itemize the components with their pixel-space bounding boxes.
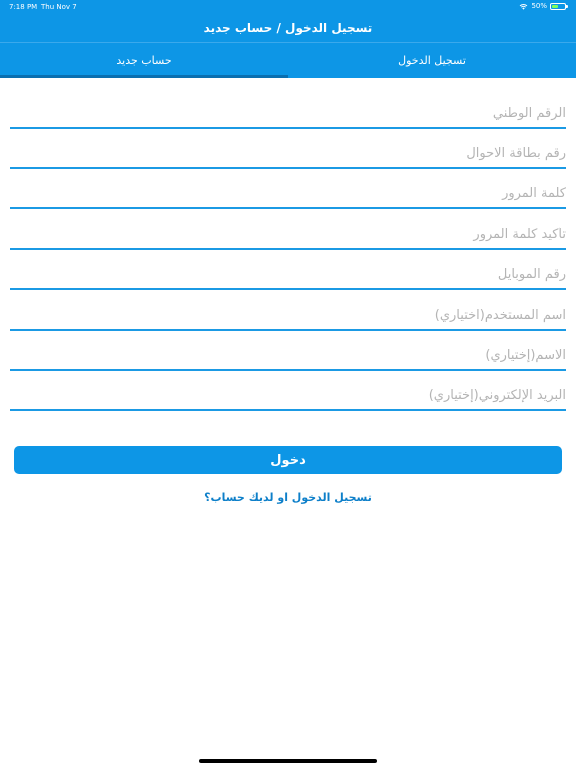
name-field[interactable] bbox=[10, 341, 566, 371]
tab-register[interactable] bbox=[0, 43, 288, 78]
battery-icon bbox=[550, 3, 566, 10]
password-input[interactable] bbox=[10, 179, 566, 207]
status-right bbox=[519, 2, 566, 10]
tab-bar bbox=[0, 42, 576, 78]
wifi-icon bbox=[519, 3, 528, 10]
tab-login[interactable] bbox=[288, 43, 576, 78]
email-input[interactable] bbox=[10, 381, 566, 409]
tab-register-label: حساب جديد bbox=[116, 54, 172, 67]
tab-login-label: تسجيل الدخول bbox=[398, 54, 466, 67]
mobile-number-field[interactable] bbox=[10, 260, 566, 290]
mobile-number-input[interactable] bbox=[10, 260, 566, 288]
username-field[interactable] bbox=[10, 301, 566, 331]
confirm-password-input[interactable] bbox=[10, 220, 566, 248]
username-input[interactable] bbox=[10, 301, 566, 329]
national-id-field[interactable] bbox=[10, 99, 566, 129]
email-field[interactable] bbox=[10, 381, 566, 411]
tab-active-indicator bbox=[0, 75, 288, 78]
password-field[interactable] bbox=[10, 179, 566, 209]
login-switch-link[interactable]: تسجيل الدخول او لديك حساب؟ bbox=[204, 491, 372, 504]
status-date: Thu Nov 7 bbox=[41, 3, 77, 11]
status-bar bbox=[0, 0, 576, 14]
status-time: 7:18 PM bbox=[9, 3, 38, 11]
battery-percent: 50% bbox=[531, 2, 547, 10]
nav-bar bbox=[0, 14, 576, 42]
confirm-password-field[interactable] bbox=[10, 220, 566, 250]
page-title: تسجيل الدخول / حساب جديد bbox=[203, 21, 373, 35]
civil-id-card-input[interactable] bbox=[10, 139, 566, 167]
home-indicator[interactable] bbox=[199, 759, 377, 763]
name-input[interactable] bbox=[10, 341, 566, 369]
civil-id-card-field[interactable] bbox=[10, 139, 566, 169]
national-id-input[interactable] bbox=[10, 99, 566, 127]
submit-button[interactable]: دخول bbox=[14, 446, 562, 474]
battery-fill bbox=[552, 5, 558, 8]
